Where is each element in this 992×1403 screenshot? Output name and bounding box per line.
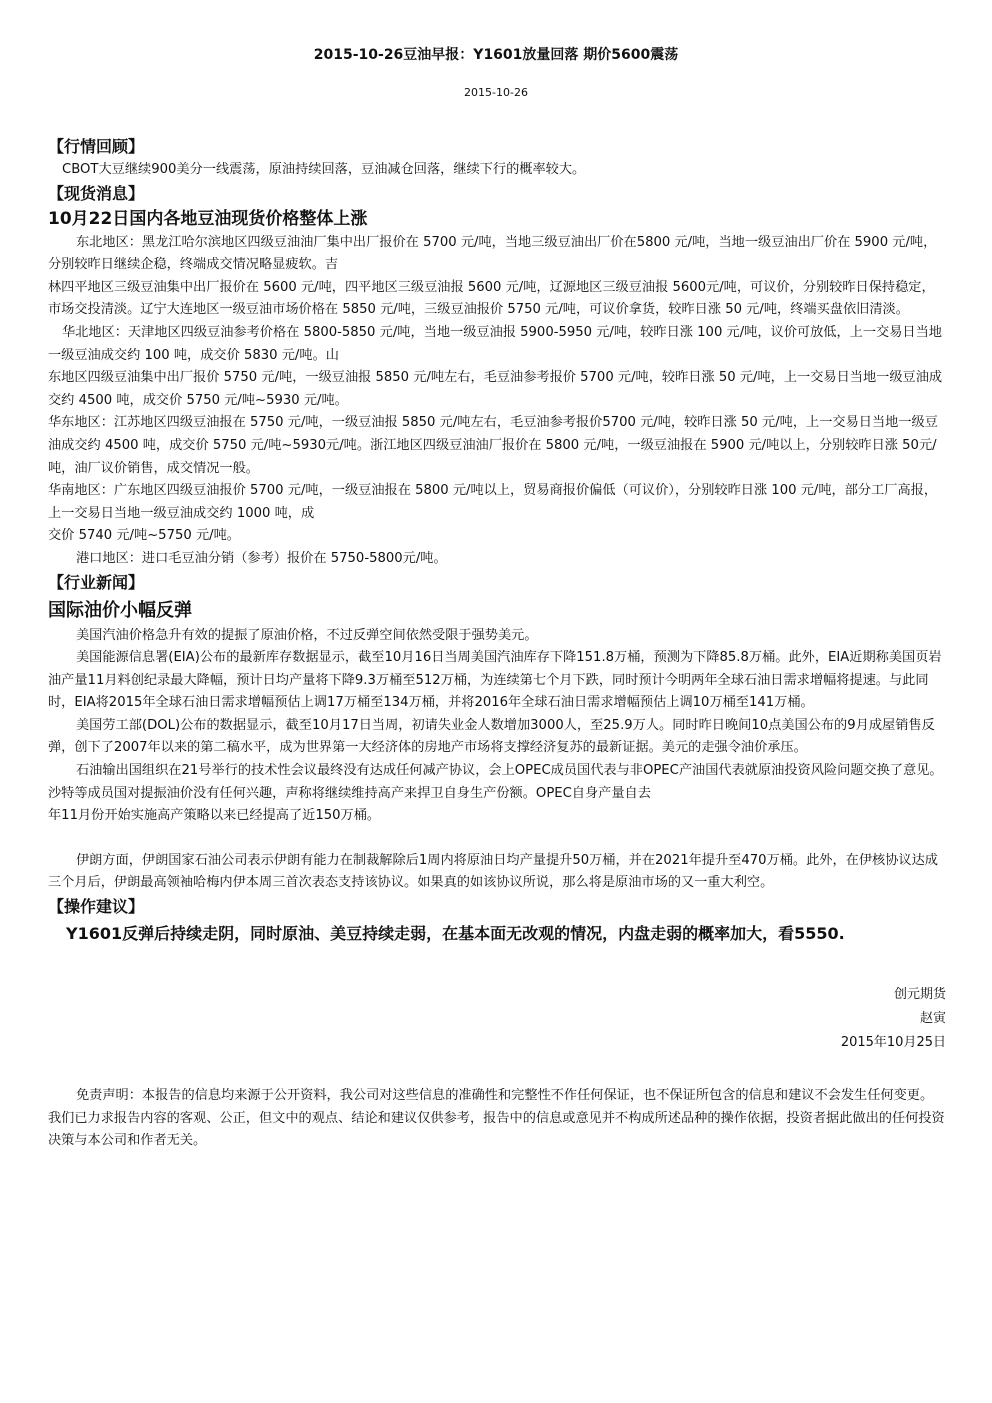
spot-paragraph-northeast: 东北地区：黑龙江哈尔滨地区四级豆油油厂集中出厂报价在 5700 元/吨，当地三级豆油出厂价在5800 元/吨，当地一级豆油出厂价在 5900 元/吨，分别较昨日继续企稳，终端成交情况略显疲软。吉: [48, 234, 937, 273]
industry-news-heading: 【行业新闻】: [48, 572, 145, 592]
advice-heading: 【操作建议】: [48, 897, 145, 917]
news-paragraph-eia: 美国能源信息署(EIA)公布的最新库存数据显示，截至10月16日当周美国汽油库存下降151.8万桶，预测为下降85.8万桶。此外，EIA近期称美国页岩油产量11月料创纪录最大降幅，预计日均产量将下降9.3万桶至512万桶，为连续第七个月下跌，同时预计今明两年全球石油日需求增幅将提速。与此同时，EIA将2015年全球石油日需求增幅预估上调17万桶至134万桶，并将2016年全球石油日需求增幅预估上调10万桶至141万桶。: [48, 650, 942, 711]
spot-news-heading: 【现货消息】: [48, 183, 145, 203]
document-body: [48, 135, 946, 1153]
signature-date: 2015年10月25日: [840, 1035, 946, 1051]
signature-block: [48, 983, 946, 1055]
news-paragraph-opec: 石油输出国组织在21号举行的技术性会议最终没有达成任何减产协议，会上OPEC成员国代表与非OPEC产油国代表就原油投资风险问题交换了意见。沙特等成员国对提振油价没有任何兴趣，声称将继续维持高产来捍卫自身生产份额。OPEC自身产量自去: [48, 763, 943, 801]
advice-text: Y1601反弹后持续走阴，同时原油、美豆持续走弱，在基本面无改观的情况，内盘走弱的概率加大，看5550.: [66, 924, 845, 944]
spot-paragraph-jilin-liaoning: 林四平地区三级豆油集中出厂报价在 5600 元/吨，四平地区三级豆油报 5600 元/吨，辽源地区三级豆油报 5600元/吨，可议价，分别较昨日保持稳定，市场交投清淡。辽宁大连地区一级豆油市场价格在 5850 元/吨，三级豆油报价 5750 元/吨，可议价拿货，较昨日涨 50 元/吨，终端买盘依旧清淡。: [48, 279, 935, 318]
signature-author: 赵寅: [919, 1011, 946, 1027]
spot-news-subtitle: 10月22日国内各地豆油现货价格整体上涨: [48, 208, 368, 229]
spacer: [48, 828, 946, 850]
disclaimer-text: 免责声明：本报告的信息均来源于公开资料，我公司对这些信息的准确性和完整性不作任何保证，也不保证所包含的信息和建议不会发生任何变更。我们已力求报告内容的客观、公正，但文中的观点、结论和建议仅供参考，报告中的信息或意见并不构成所述品种的操作依据，投资者据此做出的任何投资决策与本公司和作者无关。: [48, 1088, 945, 1149]
spot-paragraph-shandong: 东地区四级豆油集中出厂报价 5750 元/吨，一级豆油报 5850 元/吨左右，毛豆油参考报价 5700 元/吨，较昨日涨 50 元/吨，上一交易日当地一级豆油成交约 4500 吨，成交价 5750 元/吨~5930 元/吨。: [48, 370, 943, 408]
spot-paragraph-port: 港口地区：进口毛豆油分销（参考）报价在 5750-5800元/吨。: [76, 550, 447, 566]
market-review-text: CBOT大豆继续900美分一线震荡，原油持续回落，豆油减仓回落，继续下行的概率较大。: [62, 162, 586, 177]
spot-paragraph-south: 华南地区：广东地区四级豆油报价 5700 元/吨，一级豆油报在 5800 元/吨以上，贸易商报价偏低（可议价），分别较昨日涨 100 元/吨，部分工厂高报，上一交易日当地一级豆油成交约 1000 吨，成: [48, 483, 938, 521]
document-date: 2015-10-26: [464, 86, 528, 99]
news-paragraph-gasoline: 美国汽油价格急升有效的提振了原油价格，不过反弹空间依然受限于强势美元。: [76, 627, 538, 643]
document-title: 2015-10-26豆油早报：Y1601放量回落 期价5600震荡: [313, 47, 679, 63]
news-paragraph-dol: 美国劳工部(DOL)公布的数据显示，截至10月17日当周，初请失业金人数增加3000人，至25.9万人。同时昨日晚间10点美国公布的9月成屋销售反弹，创下了2007年以来的第二稿水平，成为世界第一大经济体的房地产市场将支撑经济复苏的最新证据。美元的走强令油价承压。: [48, 717, 935, 756]
news-paragraph-iran: 伊朗方面，伊朗国家石油公司表示伊朗有能力在制裁解除后1周内将原油日均产量提升50万桶，并在2021年提升至470万桶。此外，在伊核协议达成三个月后，伊朗最高领袖哈梅内伊本周三首次表态支持该协议。如果真的如该协议所说，那么将是原油市场的又一重大利空。: [48, 852, 938, 891]
spot-paragraph-east: 华东地区：江苏地区四级豆油报在 5750 元/吨，一级豆油报 5850 元/吨左右，毛豆油参考报价5700 元/吨，较昨日涨 50 元/吨，上一交易日当地一级豆油成交约 4500 吨，成交价 5750 元/吨~5930元/吨。浙江地区四级豆油油厂报价在 5800 元/吨，一级豆油报在 5900 元/吨以上，分别较昨日涨 50元/吨，油厂议价销售，成交情况一般。: [48, 415, 938, 476]
spot-paragraph-north: 华北地区：天津地区四级豆油参考价格在 5800-5850 元/吨，当地一级豆油报 5900-5950 元/吨，较昨日涨 100 元/吨，议价可放低，上一交易日当地一级豆油成交约 100 吨，成交价 5830 元/吨。山: [48, 324, 942, 363]
market-review-heading: 【行情回顾】: [48, 137, 145, 156]
spot-paragraph-south-cont: 交价 5740 元/吨~5750 元/吨。: [48, 528, 240, 544]
industry-news-subtitle: 国际油价小幅反弹: [48, 599, 192, 621]
news-paragraph-opec-cont: 年11月份开始实施高产策略以来已经提高了近150万桶。: [48, 808, 381, 824]
signature-company: 创元期货: [893, 987, 946, 1003]
